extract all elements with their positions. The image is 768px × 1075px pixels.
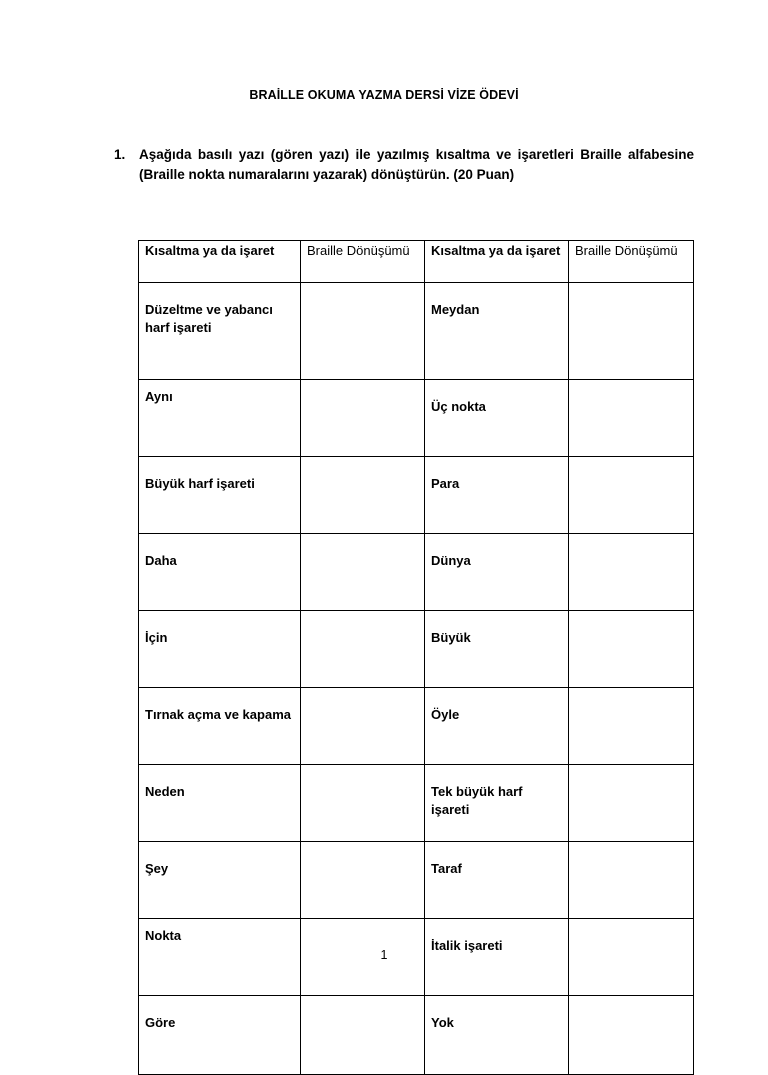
abbreviation-cell: Öyle <box>425 688 569 765</box>
abbreviation-cell: Tek büyük harf işareti <box>425 765 569 842</box>
question-text: Aşağıda basılı yazı (gören yazı) ile yazılmış kısaltma ve işaretleri Braille alfabesine (Braille nokta numaralarını yazarak) dönüştürün. (20 Puan) <box>139 147 694 182</box>
table-header-row <box>139 241 694 283</box>
braille-answer-cell[interactable] <box>569 611 694 688</box>
table-row <box>139 996 694 1075</box>
abbreviation-cell: Büyük <box>425 611 569 688</box>
table-row <box>139 688 694 765</box>
abbreviation-cell: Üç nokta <box>425 380 569 457</box>
abbreviation-cell: Düzeltme ve yabancı harf işareti <box>139 283 301 380</box>
abbreviation-cell: Şey <box>139 842 301 919</box>
table-row <box>139 283 694 380</box>
table-row <box>139 534 694 611</box>
braille-answer-cell[interactable] <box>569 283 694 380</box>
abbreviation-cell: Neden <box>139 765 301 842</box>
abbreviation-cell: Nokta <box>139 919 301 996</box>
braille-answer-cell[interactable] <box>301 996 425 1075</box>
braille-answer-cell[interactable] <box>569 842 694 919</box>
table-row <box>139 457 694 534</box>
braille-answer-cell[interactable] <box>301 842 425 919</box>
abbreviation-cell: İçin <box>139 611 301 688</box>
braille-answer-cell[interactable] <box>301 534 425 611</box>
abbreviation-cell: Yok <box>425 996 569 1075</box>
braille-answer-cell[interactable] <box>569 534 694 611</box>
braille-answer-cell[interactable] <box>569 765 694 842</box>
table-row <box>139 765 694 842</box>
abbreviation-cell: Aynı <box>139 380 301 457</box>
braille-answer-cell[interactable] <box>301 283 425 380</box>
question-number: 1. <box>114 147 126 162</box>
header-braille-right: Braille Dönüşümü <box>569 241 694 283</box>
table-row <box>139 380 694 457</box>
braille-answer-cell[interactable] <box>569 380 694 457</box>
page-title: BRAİLLE OKUMA YAZMA DERSİ VİZE ÖDEVİ <box>249 88 519 102</box>
braille-answer-cell[interactable] <box>301 611 425 688</box>
braille-answer-cell[interactable] <box>301 380 425 457</box>
abbreviation-cell: Büyük harf işareti <box>139 457 301 534</box>
braille-answer-cell[interactable] <box>301 688 425 765</box>
table-row <box>139 611 694 688</box>
braille-answer-cell[interactable] <box>301 457 425 534</box>
header-abbreviation-right: Kısaltma ya da işaret <box>425 241 569 283</box>
braille-answer-cell[interactable] <box>569 688 694 765</box>
header-abbreviation-left: Kısaltma ya da işaret <box>139 241 301 283</box>
abbreviation-cell: Göre <box>139 996 301 1075</box>
abbreviation-cell: İtalik işareti <box>425 919 569 996</box>
abbreviation-cell: Para <box>425 457 569 534</box>
abbreviation-cell: Dünya <box>425 534 569 611</box>
abbreviation-cell: Meydan <box>425 283 569 380</box>
abbreviation-cell: Tırnak açma ve kapama <box>139 688 301 765</box>
question-block <box>114 145 694 185</box>
braille-answer-cell[interactable] <box>569 457 694 534</box>
abbreviation-cell: Daha <box>139 534 301 611</box>
header-braille-left: Braille Dönüşümü <box>301 241 425 283</box>
table-row <box>139 842 694 919</box>
braille-answer-cell[interactable] <box>301 765 425 842</box>
abbreviation-cell: Taraf <box>425 842 569 919</box>
page-number: 1 <box>380 948 388 962</box>
braille-answer-cell[interactable] <box>569 996 694 1075</box>
